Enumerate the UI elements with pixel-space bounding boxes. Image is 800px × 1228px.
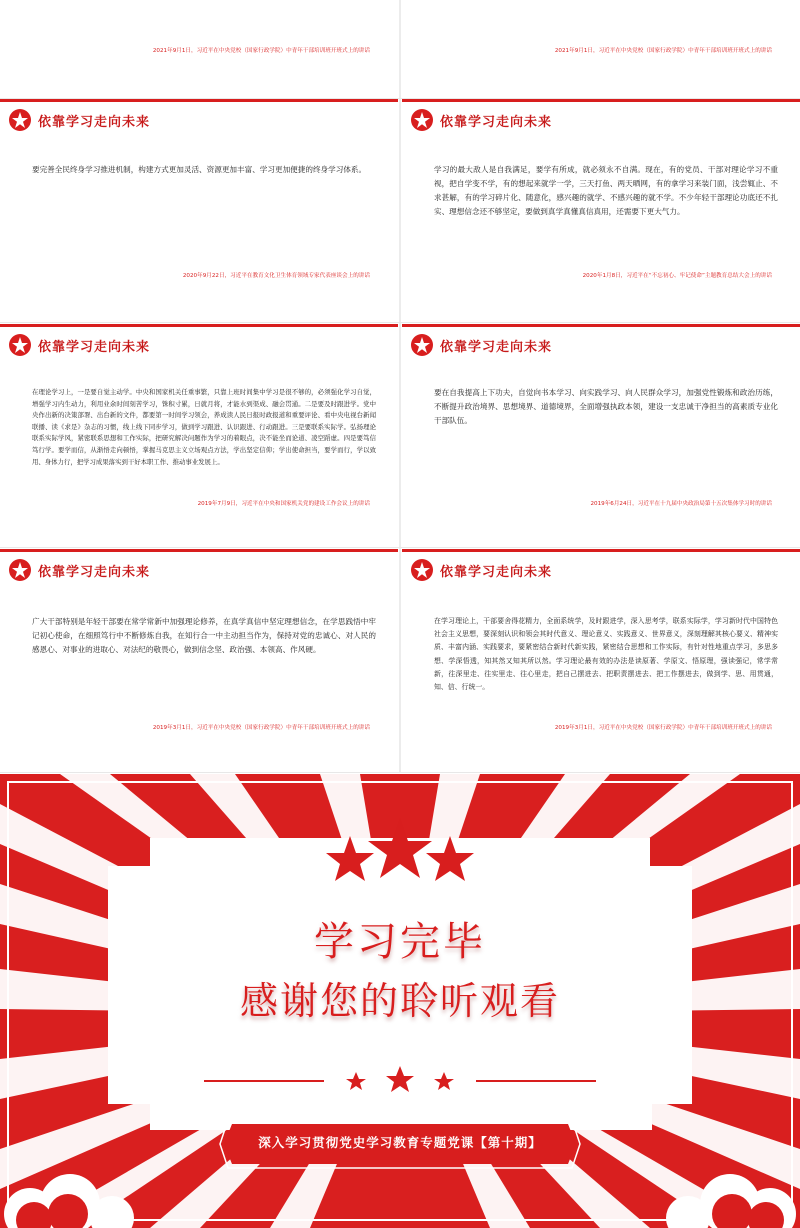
slide-title: 依靠学习走向未来 (440, 564, 553, 580)
slide-3 (0, 324, 398, 546)
slide-6 (402, 549, 800, 771)
slide-title: 依靠学习走向未来 (440, 114, 553, 130)
slide-source: 2020年1月8日，习近平在“不忘初心、牢记使命”主题教育总结大会上的讲话 (582, 273, 772, 279)
slide-4 (402, 324, 800, 546)
slide-source: 2019年7月9日，习近平在中央和国家机关党的建设工作会议上的讲话 (197, 501, 370, 507)
star-badge-icon (8, 108, 32, 132)
star-badge-icon (8, 333, 32, 357)
star-badge-icon (410, 108, 434, 132)
slide-body: 广大干部特别是年轻干部要在常学常新中加强理论修养，在真学真信中坚定理想信念，在学思践悟中牢记初心使命，在细照笃行中不断修炼自我，在知行合一中主动担当作为，保持对党的忠诚心、对人民的感恩心、对事业的进取心、对法纪的敬畏心，做到信念坚、政治强、本领高、作风硬。 (32, 617, 376, 654)
slide-source: 2021年9月1日，习近平在中央党校（国家行政学院）中青年干部培训班开班式上的讲话 (554, 48, 772, 54)
slide-title: 依靠学习走向未来 (440, 339, 553, 355)
slide-top-right (402, 0, 800, 98)
star-badge-icon (410, 333, 434, 357)
slide-title: 依靠学习走向未来 (38, 564, 151, 580)
slide-header (8, 330, 150, 360)
final-title-line2: 感谢您的聆听观看 (239, 979, 560, 1023)
row-divider (0, 772, 800, 773)
slide-body: 要完善全民终身学习推进机制，构建方式更加灵活、资源更加丰富、学习更加便捷的终身学习体系。 (32, 165, 367, 174)
final-title-line1: 学习完毕 (314, 919, 486, 965)
slide-top-bar (402, 549, 800, 552)
star-badge-icon (8, 558, 32, 582)
slide-top-bar (0, 324, 398, 327)
slide-2 (402, 99, 800, 321)
slide-header (410, 555, 552, 585)
slide-5 (0, 549, 398, 771)
slide-top-left (0, 0, 398, 98)
slide-title: 依靠学习走向未来 (38, 339, 151, 355)
slide-source: 2019年3月1日，习近平在中央党校（国家行政学院）中青年干部培训班开班式上的讲话 (554, 725, 772, 731)
slide-source: 2021年9月1日，习近平在中央党校（国家行政学院）中青年干部培训班开班式上的讲话 (152, 48, 370, 54)
slide-header (410, 330, 552, 360)
slide-source: 2020年9月22日，习近平在教育文化卫生体育领域专家代表座谈会上的讲话 (182, 273, 370, 279)
column-divider (399, 0, 401, 772)
slide-body: 在学习理论上，干部要舍得花精力，全面系统学，及时跟进学，深入思考学，联系实际学，学习新时代中国特色社会主义思想，要深刻认识和领会其时代意义、理论意义、实践意义、世界意义，深刻理解其核心要义、精神实质、丰富内涵、实践要求，要紧密结合新时代新实践，紧密结合思想和工作实际，有针对性地重点学习，多思多想、学深悟透，知其然又知其所以然。学习理论最有效的办法是读原著、学原文、悟原理，强读强记，常学常新，往深里走、往实里走、往心里走，把自己摆进去、把职责摆进去、把工作摆进去，做到学、思、用贯通，知、信、行统一。 (434, 617, 778, 692)
slide-body: 在理论学习上，一是要自觉主动学。中央和国家机关任重事繁，只靠上班时间集中学习是很不够的，必须强化学习自觉，增强学习内生动力，利用业余时间刻苦学习，铢积寸累，日就月将，才能水到渠成、融会贯通。二是要及时跟进学。党中央作出新的决策部署、出台新的文件，都要第一时间学习领会，养成读人民日报时政报道和重要评论、看中央电视台新闻联播、读《求是》杂志的习惯，线上线下同步学习，做到学习跟进、认识跟进、行动跟进。三是要联系实际学。弘扬理论联系实际学风，紧密联系思想和工作实际，把研究解决问题作为学习的着眼点，决不能坐而论道、凌空蹈虚。四是要笃信笃行学。要学而信，从渐悟走向顿悟，掌握马克思主义立场观点方法，学出坚定信仰；学出使命担当，要学而行，学以致用、身体力行，把学习成果落实到干好本职工作、推动事业发展上。 (32, 388, 376, 466)
slide-header (8, 555, 150, 585)
row-divider (0, 98, 800, 99)
slide-1 (0, 99, 398, 321)
slide-body: 学习的最大敌人是自我满足，要学有所成，就必须永不自满。现在，有的党员、干部对理论学习不重视，把自学变不学，有的想起来就学一学，三天打鱼、两天晒网，有的拿学习来装门面，浅尝辄止、不求甚解，有的学习碎片化、随意化，感兴趣的就学、不感兴趣的就不学。不少年轻干部理论功底还不扎实、理想信念还不够坚定，要做到真学真懂真信真用，还需要下更大气力。 (434, 165, 778, 216)
row-divider (0, 547, 800, 548)
slide-header (410, 105, 552, 135)
slide-top-bar (0, 99, 398, 102)
slide-top-bar (0, 549, 398, 552)
slide-top-bar (402, 324, 800, 327)
slide-title: 依靠学习走向未来 (38, 114, 151, 130)
slide-source: 2019年6月24日，习近平在十九届中央政治局第十五次集体学习时的讲话 (590, 501, 772, 507)
final-slide (0, 774, 800, 1228)
slide-source: 2019年3月1日，习近平在中央党校（国家行政学院）中青年干部培训班开班式上的讲话 (152, 725, 370, 731)
slide-top-bar (402, 99, 800, 102)
slide-body: 要在自我提高上下功夫，自觉向书本学习、向实践学习、向人民群众学习，加强党性锻炼和政治历练，不断提升政治境界、思想境界、道德境界，全面增强执政本领，建设一支忠诚干净担当的高素质专业化干部队伍。 (434, 388, 778, 425)
slide-header (8, 105, 150, 135)
row-divider (0, 322, 800, 323)
star-badge-icon (410, 558, 434, 582)
final-banner-text: 深入学习贯彻党史学习教育专题党课【第十期】 (258, 1135, 542, 1150)
